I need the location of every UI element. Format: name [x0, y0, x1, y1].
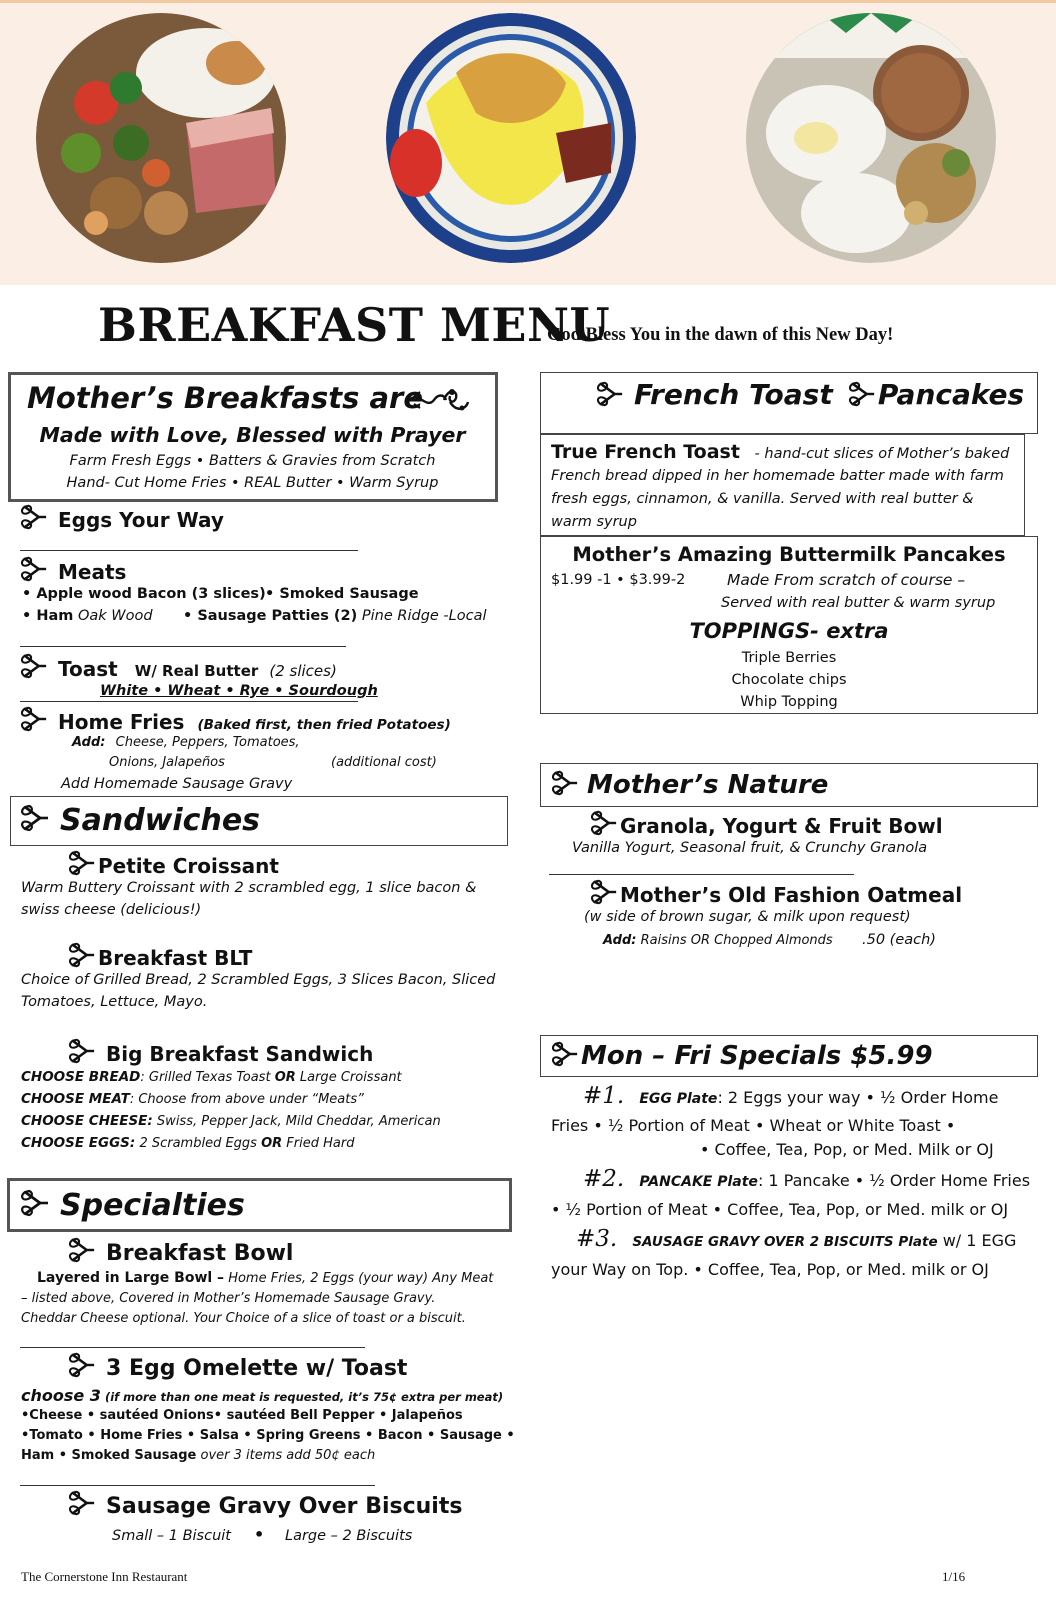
- toast-options: White • Wheat • Rye • Sourdough: [100, 683, 378, 699]
- bowl-desc-3: Cheddar Cheese optional. Your Choice of a slice of toast or a biscuit.: [21, 1311, 466, 1326]
- heart-arrow-icon: [848, 380, 876, 408]
- divider: [20, 701, 358, 702]
- heart-arrow-icon: [20, 803, 50, 833]
- footer-restaurant: The Cornerstone Inn Restaurant: [21, 1569, 188, 1584]
- blt-desc-2: Tomatoes, Lettuce, Mayo.: [21, 994, 208, 1010]
- intro-line-1: Farm Fresh Eggs • Batters & Gravies from Scratch: [69, 453, 436, 469]
- heart-arrow-icon: [590, 878, 618, 906]
- heart-arrow-icon: [551, 769, 579, 797]
- pancakes-heading: Pancakes: [877, 378, 1025, 411]
- oatmeal-name: Mother’s Old Fashion Oatmeal: [620, 883, 963, 907]
- heart-arrow-icon: [20, 652, 48, 680]
- pancakes-price: $1.99 -1 • $3.99-2: [551, 572, 686, 588]
- footer-page-number: 1/16: [942, 1569, 966, 1584]
- bowl-heading-row: [68, 1236, 293, 1266]
- omelette-line-3: Ham • Smoked Sausage over 3 items add 50¢ each: [21, 1448, 376, 1463]
- heart-arrow-icon: [596, 380, 624, 408]
- french-toast-line-3: fresh eggs, cinnamon, & vanilla. Served with real butter &: [551, 491, 974, 507]
- intro-line-2: Hand- Cut Home Fries • REAL Butter • Warm Syrup: [66, 475, 439, 491]
- flourish-ornament-icon: [408, 384, 470, 420]
- homefries-note: (Baked first, then fried Potatoes): [197, 717, 451, 733]
- homefries-gravy: Add Homemade Sausage Gravy: [61, 776, 293, 792]
- croissant-desc-2: swiss cheese (delicious!): [21, 902, 202, 918]
- homefries-add-line-1: Add: Cheese, Peppers, Tomatoes,: [72, 735, 300, 750]
- bowl-desc-2: – listed above, Covered in Mother’s Homemade Sausage Gravy.: [21, 1291, 436, 1306]
- eggs-heading: Eggs Your Way: [58, 508, 224, 532]
- special-2-line-1: #2. PANCAKE Plate: 1 Pancake • ½ Order Home Fries: [583, 1166, 1031, 1192]
- big-sandwich-cheese: CHOOSE CHEESE: Swiss, Pepper Jack, Mild Cheddar, American: [21, 1113, 441, 1129]
- meat-item-smoked-sausage: • Smoked Sausage: [265, 586, 419, 602]
- oatmeal-desc: (w side of brown sugar, & milk upon request): [584, 909, 911, 925]
- pancakes-desc-1: Made From scratch of course –: [727, 571, 966, 589]
- specialties-section-heading: [20, 1188, 245, 1223]
- oatmeal-add: Add: Raisins OR Chopped Almonds: [603, 933, 833, 948]
- tagline: God Bless You in the dawn of this New Day!: [547, 325, 894, 345]
- granola-heading-row: [590, 809, 943, 838]
- special-2-line-2: • ½ Portion of Meat • Coffee, Tea, Pop, or Med. milk or OJ: [551, 1200, 1009, 1219]
- special-1-line-1: #1. EGG Plate: 2 Eggs your way • ½ Order Home: [583, 1083, 999, 1109]
- gravy-separator: •: [254, 1525, 265, 1544]
- omelette-name: 3 Egg Omelette w/ Toast: [106, 1356, 408, 1381]
- french-toast-line-2: French bread dipped in her homemade batter made with farm: [551, 468, 1004, 484]
- toast-slices: (2 slices): [269, 662, 337, 680]
- topping-3: Whip Topping: [740, 694, 838, 710]
- big-sandwich-meat: CHOOSE MEAT: Choose from above under “Meats”: [21, 1091, 364, 1107]
- gravy-large: Large – 2 Biscuits: [285, 1528, 413, 1544]
- bowl-name: Breakfast Bowl: [106, 1241, 294, 1266]
- heart-arrow-icon: [68, 1489, 96, 1517]
- homefries-section-heading: [20, 705, 451, 734]
- heart-arrow-icon: [68, 941, 96, 969]
- oatmeal-price: .50 (each): [862, 932, 936, 948]
- special-3-line-1: #3. SAUSAGE GRAVY OVER 2 BISCUITS Plate w/ 1 EGG: [576, 1226, 1017, 1252]
- gravy-small: Small – 1 Biscuit: [112, 1528, 231, 1544]
- blt-desc-1: Choice of Grilled Bread, 2 Scrambled Eggs, 3 Slices Bacon, Sliced: [21, 972, 496, 988]
- divider: [20, 1347, 365, 1348]
- heart-arrow-icon: [68, 1236, 96, 1264]
- heart-arrow-icon: [20, 503, 48, 531]
- eggs-section-heading: [20, 503, 224, 532]
- specialties-heading: Specialties: [60, 1188, 245, 1223]
- french-heading: French Toast: [634, 378, 833, 411]
- specials-heading: Mon – Fri Specials $5.99: [581, 1041, 933, 1071]
- homefries-cost: (additional cost): [331, 755, 437, 770]
- omelette-heading-row: [68, 1351, 407, 1381]
- gravy-heading-row: [68, 1489, 462, 1519]
- photo-banner: [0, 0, 1056, 285]
- nature-heading: Mother’s Nature: [587, 770, 829, 800]
- heart-arrow-icon: [20, 1188, 50, 1218]
- nature-section-heading: [551, 769, 828, 800]
- meat-item-bacon: • Apple wood Bacon (3 slices): [22, 586, 266, 602]
- french-toast-line-4: warm syrup: [551, 514, 637, 530]
- divider: [549, 874, 854, 875]
- big-sandwich-bread: CHOOSE BREAD: Grilled Texas Toast OR Large Croissant: [21, 1069, 402, 1085]
- heart-arrow-icon: [20, 555, 48, 583]
- breakfast-plate-photo-3: [746, 13, 996, 263]
- topping-2: Chocolate chips: [731, 672, 847, 688]
- special-3-line-2: your Way on Top. • Coffee, Tea, Pop, or Med. milk or OJ: [551, 1260, 989, 1279]
- omelette-line-1: •Cheese • sautéed Onions• sautéed Bell Pepper • Jalapeños: [21, 1408, 463, 1423]
- meat-item-sausage-patties: • Sausage Patties (2) Pine Ridge -Local: [183, 608, 487, 624]
- meats-section-heading: [20, 555, 126, 584]
- pancakes-desc-2: Served with real butter & warm syrup: [721, 595, 996, 611]
- breakfast-plate-photo-2: [386, 13, 636, 263]
- divider: [20, 646, 346, 647]
- oatmeal-heading-row: [590, 878, 962, 907]
- meats-heading: Meats: [58, 560, 127, 584]
- gravy-name: Sausage Gravy Over Biscuits: [106, 1494, 463, 1519]
- croissant-desc-1: Warm Buttery Croissant with 2 scrambled egg, 1 slice bacon &: [21, 880, 477, 896]
- homefries-heading: Home Fries: [58, 710, 185, 734]
- specials-section-heading: [551, 1040, 933, 1071]
- omelette-choose: choose 3 (if more than one meat is requested, it’s 75¢ extra per meat): [21, 1386, 504, 1405]
- bowl-desc-1: Layered in Large Bowl – Home Fries, 2 Eggs (your way) Any Meat: [37, 1270, 494, 1286]
- croissant-name: Petite Croissant: [98, 854, 279, 878]
- intro-subheading: Made with Love, Blessed with Prayer: [39, 423, 466, 447]
- homefries-add-line-2: Onions, Jalapeños: [109, 755, 225, 770]
- toast-with: W/ Real Butter: [134, 662, 259, 680]
- intro-heading: Mother’s Breakfasts are: [27, 381, 423, 415]
- meat-item-ham: • Ham Oak Wood: [22, 608, 153, 624]
- big-sandwich-heading-row: [68, 1037, 373, 1066]
- big-sandwich-eggs: CHOOSE EGGS: 2 Scrambled Eggs OR Fried Hard: [21, 1135, 355, 1151]
- topping-1: Triple Berries: [741, 650, 837, 666]
- blt-name: Breakfast BLT: [98, 946, 253, 970]
- divider: [20, 1485, 375, 1486]
- pancakes-name: Mother’s Amazing Buttermilk Pancakes: [572, 543, 1006, 566]
- toast-section-heading: [20, 652, 337, 681]
- heart-arrow-icon: [20, 705, 48, 733]
- omelette-line-2: •Tomato • Home Fries • Salsa • Spring Greens • Bacon • Sausage •: [21, 1428, 515, 1443]
- big-sandwich-name: Big Breakfast Sandwich: [106, 1042, 374, 1066]
- special-1-line-2: Fries • ½ Portion of Meat • Wheat or White Toast •: [551, 1116, 956, 1135]
- toppings-heading: TOPPINGS- extra: [689, 619, 889, 643]
- sandwiches-heading: Sandwiches: [60, 803, 261, 838]
- sandwiches-section-heading: [20, 803, 260, 838]
- croissant-heading-row: [68, 849, 279, 878]
- heart-arrow-icon: [590, 809, 618, 837]
- french-pancakes-heading: [596, 378, 1024, 411]
- divider: [20, 550, 358, 551]
- heart-arrow-icon: [68, 1037, 96, 1065]
- page-title: BREAKFAST MENU: [98, 298, 611, 352]
- blt-heading-row: [68, 941, 252, 970]
- heart-arrow-icon: [68, 849, 96, 877]
- toast-heading: Toast: [58, 657, 118, 681]
- french-toast-line-1: True French Toast - hand-cut slices of Mother’s baked: [551, 441, 1010, 463]
- granola-desc: Vanilla Yogurt, Seasonal fruit, & Crunchy Granola: [572, 840, 928, 856]
- special-1-line-3: • Coffee, Tea, Pop, or Med. Milk or OJ: [700, 1140, 994, 1159]
- breakfast-plate-photo-1: [36, 13, 286, 263]
- heart-arrow-icon: [551, 1040, 579, 1068]
- granola-name: Granola, Yogurt & Fruit Bowl: [620, 814, 943, 838]
- heart-arrow-icon: [68, 1351, 96, 1379]
